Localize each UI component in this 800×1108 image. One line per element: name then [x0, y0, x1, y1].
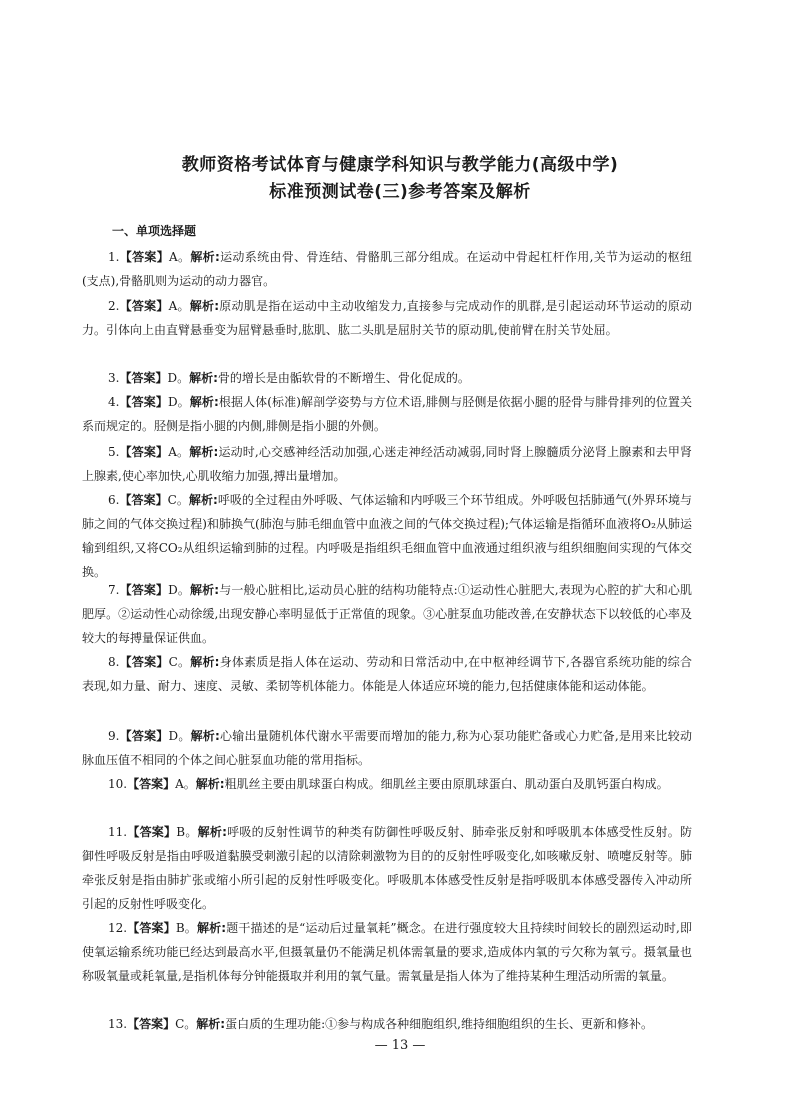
analysis-text: 根据人体(标准)解剖学姿势与方位术语,腓侧与胫侧是依据小腿的胫骨与腓骨排列的位置关系而规定的。胫侧是指小腿的内侧,腓侧是指小腿的外侧。: [82, 395, 692, 433]
analysis-label: 解析:: [188, 493, 218, 507]
question-number: 4.: [108, 395, 120, 409]
answer-item: [82, 916, 692, 988]
answer-label: 【答案】: [119, 250, 170, 264]
answer-label: 【答案】: [119, 655, 169, 669]
analysis-text: 呼吸的全过程由外呼吸、气体运输和内呼吸三个环节组成。外呼吸包括肺通气(外界环境与肺之间的气体交换过程)和肺换气(肺泡与肺毛细血管中血液之间的气体交换过程);气体运输是指循环血液将O₂从肺运输到组织,又将CO₂从组织运输到肺的过程。内呼吸是指组织毛细血管中血液通过组织液与组织细胞间实现的气体交换。: [82, 493, 692, 579]
question-number: 11.: [108, 825, 128, 839]
answer-label: 【答案】: [119, 395, 168, 409]
analysis-label: 解析:: [190, 250, 220, 264]
analysis-text: 与一般心脏相比,运动员心脏的结构功能特点:①运动性心脏肥大,表现为心腔的扩大和心肌肥厚。②运动性心动徐缓,出现安静心率明显低于正常值的现象。③心脏泵血功能改善,在安静状态下以较低的心率及较大的每搏量保证供血。: [82, 583, 692, 645]
analysis-text: 运动系统由骨、骨连结、骨骼肌三部分组成。在运动中骨起杠杆作用,关节为运动的枢纽(支点),骨骼肌则为运动的动力器官。: [82, 250, 692, 288]
analysis-label: 解析:: [189, 371, 218, 385]
question-number: 10.: [108, 777, 128, 791]
answer-label: 【答案】: [119, 493, 168, 507]
analysis-label: 解析:: [190, 583, 220, 597]
question-number: 8.: [108, 655, 120, 669]
analysis-label: 解析:: [189, 299, 220, 313]
answer-choice: D。: [168, 583, 190, 597]
question-number: 12.: [108, 921, 128, 935]
analysis-text: 蛋白质的生理功能:①参与构成各种细胞组织,维持细胞组织的生长、更新和修补。: [225, 1017, 653, 1031]
answer-choice: B。: [176, 825, 198, 839]
answer-item: [82, 390, 692, 438]
answer-item: [82, 294, 692, 342]
answer-item: [82, 488, 692, 584]
analysis-text: 呼吸的反射性调节的种类有防御性呼吸反射、肺牵张反射和呼吸肌本体感受性反射。防御性呼吸反射是指由呼吸道黏膜受刺激引起的以清除刺激物为目的的反射性呼吸变化,如咳嗽反射、喷嚏反射等。肺牵张反射是指由肺扩张或缩小所引起的反射性呼吸变化。呼吸肌本体感受性反射是指呼吸肌本体感受器传入冲动所引起的反射性呼吸变化。: [82, 825, 692, 911]
analysis-label: 解析:: [190, 655, 220, 669]
analysis-text: 粗肌丝主要由肌球蛋白构成。细肌丝主要由原肌球蛋白、肌动蛋白及肌钙蛋白构成。: [224, 777, 669, 791]
answer-label: 【答案】: [119, 371, 168, 385]
answer-item: [82, 245, 692, 293]
analysis-text: 骨的增长是由骺软骨的不断增生、骨化促成的。: [217, 371, 470, 385]
answer-label: 【答案】: [127, 921, 176, 935]
answer-item: [82, 440, 692, 488]
answer-choice: C。: [168, 655, 191, 669]
answer-item: [82, 650, 692, 698]
analysis-text: 心输出量随机体代谢水平需要而增加的能力,称为心泵功能贮备或心力贮备,是用来比较动脉血压值不相同的个体之间心脏泵血功能的常用指标。: [82, 729, 692, 767]
answer-label: 【答案】: [127, 825, 177, 839]
answer-item: [82, 578, 692, 650]
answer-choice: B。: [175, 921, 197, 935]
answer-choice: D。: [167, 395, 190, 409]
section-heading: 一、单项选择题: [112, 224, 197, 238]
answer-item: [82, 820, 692, 916]
answer-choice: A。: [168, 299, 190, 313]
analysis-text: 题干描述的是“运动后过量氧耗”概念。在进行强度较大且持续时间较长的剧烈运动时,即使氧运输系统功能已经达到最高水平,但摄氧量仍不能满足机体需氧量的要求,造成体内氧的亏欠称为氧亏。摄氧量也称吸氧量或耗氧量,是指机体每分钟能摄取并利用的氧气量。需氧量是指人体为了维持某种生理活动所需的氧量。: [82, 921, 692, 983]
question-number: 5.: [108, 445, 120, 459]
analysis-label: 解析:: [195, 777, 225, 791]
answer-choice: D。: [167, 371, 190, 385]
question-number: 9.: [108, 729, 120, 743]
answer-item: [82, 366, 692, 390]
document-title: 教师资格考试体育与健康学科知识与教学能力(高级中学): [181, 155, 619, 175]
analysis-label: 解析:: [189, 445, 219, 459]
question-number: 13.: [108, 1017, 128, 1031]
answer-item: [82, 1012, 692, 1036]
answer-label: 【答案】: [119, 729, 169, 743]
answer-choice: A。: [175, 777, 196, 791]
answer-choice: D。: [168, 729, 191, 743]
analysis-text: 原动肌是指在运动中主动收缩发力,直接参与完成动作的肌群,是引起运动环节运动的原动力。引体向上由直臂悬垂变为屈臂悬垂时,肱肌、肱二头肌是屈肘关节的原动肌,使前臂在肘关节处屈。: [82, 299, 692, 337]
question-number: 7.: [108, 583, 120, 597]
question-number: 3.: [108, 371, 120, 385]
analysis-label: 解析:: [196, 1017, 226, 1031]
answer-item: [82, 724, 692, 772]
answer-label: 【答案】: [119, 445, 169, 459]
answer-item: [82, 772, 692, 796]
question-number: 2.: [108, 299, 120, 313]
analysis-text: 身体素质是指人体在运动、劳动和日常活动中,在中枢神经调节下,各器官系统功能的综合表现,如力量、耐力、速度、灵敏、柔韧等机体能力。体能是人体适应环境的能力,包括健康体能和运动体能。: [82, 655, 692, 693]
analysis-label: 解析:: [190, 729, 220, 743]
page-number: — 13 —: [374, 1038, 426, 1053]
analysis-text: 运动时,心交感神经活动加强,心迷走神经活动减弱,同时肾上腺髓质分泌肾上腺素和去甲肾上腺素,使心率加快,心肌收缩力加强,搏出量增加。: [82, 445, 692, 483]
analysis-label: 解析:: [196, 921, 227, 935]
analysis-label: 解析:: [189, 395, 219, 409]
question-number: 1.: [108, 250, 120, 264]
answer-choice: C。: [175, 1017, 197, 1031]
document-subtitle: 标准预测试卷(三)参考答案及解析: [269, 182, 531, 202]
analysis-label: 解析:: [197, 825, 227, 839]
question-number: 6.: [108, 493, 120, 507]
answer-choice: A。: [169, 250, 191, 264]
answer-label: 【答案】: [119, 299, 169, 313]
answer-choice: C。: [167, 493, 189, 507]
answer-label: 【答案】: [127, 777, 176, 791]
answer-label: 【答案】: [119, 583, 169, 597]
answer-label: 【答案】: [127, 1017, 176, 1031]
answer-choice: A。: [168, 445, 190, 459]
